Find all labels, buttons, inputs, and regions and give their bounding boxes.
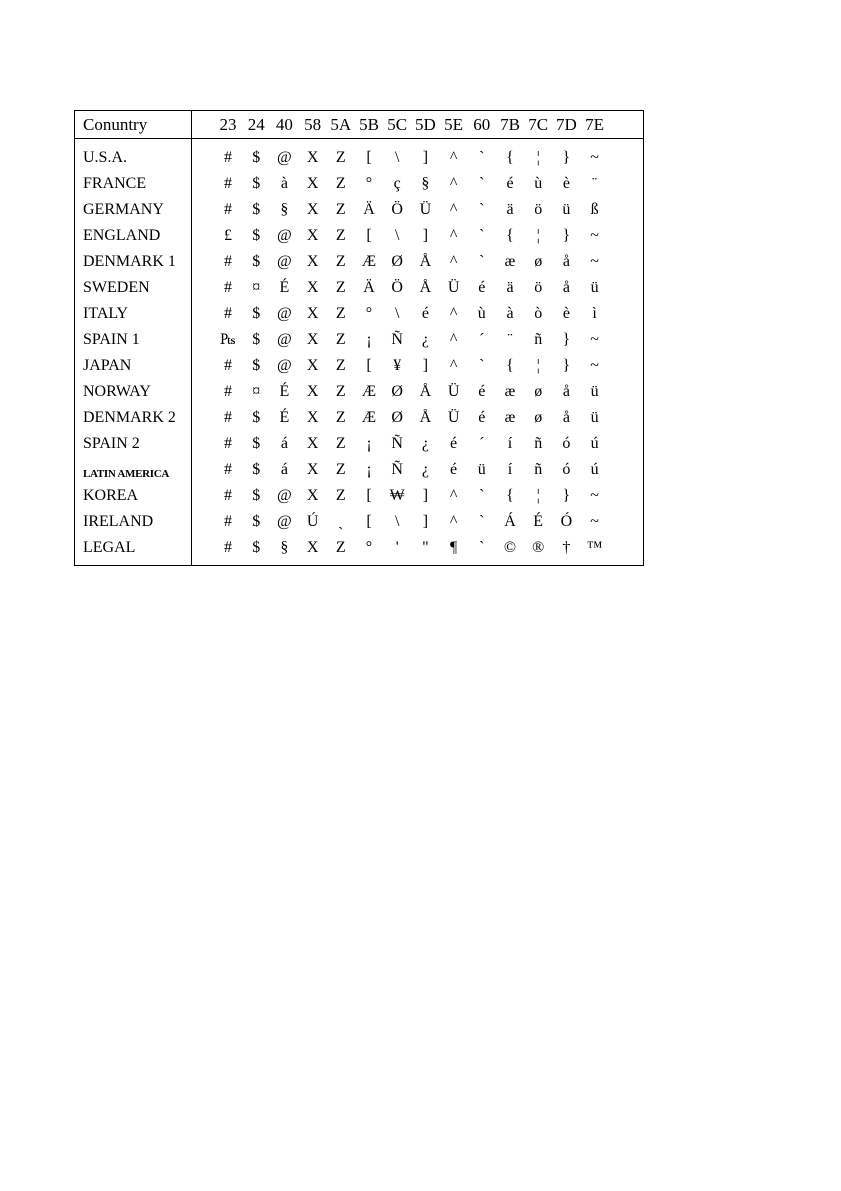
char-cell: ´ (479, 331, 485, 348)
char-cell: $ (252, 487, 261, 504)
code-header: 7C (528, 115, 549, 134)
code-header: 24 (247, 115, 265, 134)
char-cell: ø (534, 253, 543, 270)
country-name: IRELAND (83, 513, 154, 530)
char-cell: # (224, 383, 232, 400)
char-cell: \ (394, 513, 400, 530)
char-cell: ^ (449, 149, 458, 166)
table-row (75, 379, 643, 405)
char-cell: é (478, 383, 486, 400)
char-cell: Ü (447, 383, 460, 400)
table-row (75, 249, 643, 275)
char-cell: Å (419, 409, 432, 426)
char-cell: } (562, 227, 571, 244)
char-cell: ü (590, 409, 599, 426)
char-cell: ` (479, 357, 485, 374)
char-cell: ` (479, 513, 485, 530)
char-cell: $ (252, 513, 261, 530)
char-cell: ^ (449, 201, 458, 218)
international-charset-table (74, 110, 644, 566)
char-cell: Z (335, 331, 346, 348)
char-cell: ~ (590, 513, 599, 530)
char-cell: X (306, 331, 319, 348)
char-cell: ] (422, 227, 429, 244)
char-cell: ] (422, 357, 429, 374)
char-cell: ó (562, 435, 571, 452)
char-cell: § (280, 539, 289, 556)
char-cell: " (422, 539, 429, 556)
char-cell: ` (479, 253, 485, 270)
char-cell: å (562, 383, 570, 400)
char-cell: Æ (361, 383, 377, 400)
char-cell: æ (504, 409, 516, 426)
table-row (75, 509, 643, 535)
char-cell: { (506, 149, 514, 166)
char-cell: ç (393, 175, 401, 192)
country-name: SWEDEN (83, 279, 150, 296)
char-cell: X (306, 253, 319, 270)
char-cell: É (279, 279, 290, 296)
char-cell: # (224, 513, 232, 530)
char-cell: ¶ (449, 539, 458, 556)
char-cell: Z (335, 175, 346, 192)
char-cell: Ñ (391, 435, 403, 452)
char-cell: } (562, 487, 571, 504)
char-cell: $ (252, 435, 261, 452)
char-cell: ü (590, 279, 599, 296)
char-cell: X (306, 357, 319, 374)
char-cell: X (306, 175, 319, 192)
char-cell: ä (506, 279, 514, 296)
char-cell: Ö (391, 279, 403, 296)
char-cell: é (421, 305, 429, 322)
char-cell: è (562, 175, 570, 192)
char-cell: ^ (449, 487, 458, 504)
char-cell: Å (419, 279, 432, 296)
char-cell: # (224, 357, 232, 374)
char-cell: X (306, 383, 319, 400)
char-cell: # (224, 539, 232, 556)
table-row (75, 301, 643, 327)
char-cell: ] (422, 487, 429, 504)
char-cell: ` (479, 201, 485, 218)
country-name: ITALY (83, 305, 129, 322)
char-cell: ~ (590, 357, 599, 374)
char-cell: X (306, 487, 319, 504)
char-cell: X (306, 279, 319, 296)
char-cell: á (280, 461, 288, 478)
char-cell: $ (252, 331, 261, 348)
char-cell: ₧ (220, 331, 236, 348)
char-cell: § (421, 175, 430, 192)
char-cell: ° (365, 539, 373, 556)
code-header: 5D (415, 115, 436, 134)
char-cell: Ú (306, 513, 319, 530)
char-cell: à (280, 175, 288, 192)
char-cell: X (306, 461, 319, 478)
char-cell: ^ (449, 305, 458, 322)
char-cell: @ (277, 357, 292, 374)
char-cell: @ (277, 331, 292, 348)
char-cell: Z (335, 383, 346, 400)
char-cell: Z (335, 461, 346, 478)
char-cell: ^ (449, 253, 458, 270)
char-cell: $ (252, 149, 261, 166)
char-cell: © (503, 539, 517, 556)
char-cell: ~ (590, 331, 599, 348)
char-cell: X (306, 149, 319, 166)
char-cell: ú (590, 435, 599, 452)
char-cell: X (306, 227, 319, 244)
char-cell: @ (277, 227, 292, 244)
char-cell: ¦ (536, 227, 540, 244)
country-name: KOREA (83, 487, 139, 504)
table-header-row (75, 111, 643, 139)
char-cell: ö (534, 201, 543, 218)
char-cell: Z (335, 487, 346, 504)
char-cell: ü (590, 383, 599, 400)
char-cell: ù (534, 175, 543, 192)
char-cell: } (562, 357, 571, 374)
char-cell: ` (479, 175, 485, 192)
char-cell: [ (366, 149, 372, 166)
char-cell: ñ (534, 331, 543, 348)
char-cell: Ä (363, 279, 375, 296)
char-cell: å (562, 253, 570, 270)
table-row (75, 275, 643, 301)
char-cell: ì (592, 305, 597, 322)
char-cell: ú (590, 461, 599, 478)
country-name: FRANCE (83, 175, 147, 192)
code-header: 58 (304, 115, 322, 134)
char-cell: ^ (449, 331, 458, 348)
code-header: 60 (473, 115, 491, 134)
country-name: SPAIN 1 (83, 331, 140, 348)
char-cell: [ (366, 357, 372, 374)
char-cell: ^ (449, 513, 458, 530)
char-cell: ø (534, 383, 543, 400)
char-cell: ^ (449, 357, 458, 374)
char-cell: ` (479, 539, 485, 556)
char-cell: Å (419, 383, 432, 400)
country-name: GERMANY (83, 201, 164, 218)
char-cell: $ (252, 305, 261, 322)
char-cell: \ (394, 305, 400, 322)
char-cell: # (224, 409, 232, 426)
char-cell: Ä (363, 201, 375, 218)
char-cell: $ (252, 461, 261, 478)
char-cell: ¿ (421, 461, 429, 478)
char-cell: ñ (534, 435, 543, 452)
code-header: 5E (444, 115, 464, 134)
char-cell: ¡ (366, 435, 372, 452)
char-cell: $ (252, 357, 261, 374)
char-cell: ñ (534, 461, 543, 478)
code-header: 23 (219, 115, 237, 134)
char-cell: X (306, 435, 319, 452)
char-cell: å (562, 279, 570, 296)
char-cell: à (506, 305, 514, 322)
char-cell: é (478, 409, 486, 426)
code-header: 7B (500, 115, 520, 134)
country-name: JAPAN (83, 357, 132, 374)
char-cell: è (562, 305, 570, 322)
char-cell: $ (252, 201, 261, 218)
char-cell: $ (252, 253, 261, 270)
char-cell: ¿ (421, 331, 429, 348)
char-cell: ° (365, 305, 373, 322)
char-cell: ~ (590, 487, 599, 504)
char-cell: Ö (391, 201, 403, 218)
char-cell: \ (394, 227, 400, 244)
code-header: 5A (330, 115, 352, 134)
char-cell: Ó (560, 513, 573, 530)
char-cell: Ü (447, 409, 460, 426)
char-cell: # (224, 201, 232, 218)
char-cell: é (450, 461, 458, 478)
char-cell: ¨ (507, 331, 513, 348)
char-cell: # (224, 487, 232, 504)
char-cell: Z (335, 435, 346, 452)
char-cell: # (224, 253, 232, 270)
char-cell: ò (534, 305, 543, 322)
char-cell: é (450, 435, 458, 452)
char-cell: Z (335, 409, 346, 426)
char-cell: ¿ (421, 435, 429, 452)
code-header: 5C (387, 115, 408, 134)
char-cell: ] (422, 513, 429, 530)
country-name: DENMARK 2 (83, 409, 176, 426)
table-row (75, 535, 643, 561)
char-cell: É (279, 409, 290, 426)
char-cell: ü (562, 201, 571, 218)
char-cell: Z (335, 357, 346, 374)
char-cell: ¤ (252, 383, 261, 400)
char-cell: } (562, 149, 571, 166)
char-cell: Ø (391, 253, 403, 270)
char-cell: Ø (391, 383, 403, 400)
country-name: ENGLAND (83, 227, 161, 244)
country-name: NORWAY (83, 383, 151, 400)
char-cell: [ (366, 227, 372, 244)
char-cell: Z (335, 201, 346, 218)
char-cell: ~ (590, 149, 599, 166)
char-cell: Æ (361, 253, 377, 270)
char-cell: Á (504, 513, 516, 530)
char-cell: ¥ (393, 357, 402, 374)
char-cell: ₩ (389, 487, 405, 504)
char-cell: í (507, 435, 513, 452)
country-name: DENMARK 1 (83, 253, 176, 270)
char-cell: { (506, 357, 514, 374)
char-cell: ¦ (536, 487, 540, 504)
code-header: 7E (585, 115, 605, 134)
char-cell: @ (277, 513, 292, 530)
char-cell: $ (252, 175, 261, 192)
table-row (75, 405, 643, 431)
char-cell: Ñ (391, 331, 403, 348)
char-cell: ] (422, 149, 429, 166)
char-cell: ß (590, 201, 599, 218)
char-cell: ® (532, 539, 545, 556)
code-header: 5B (359, 115, 379, 134)
char-cell: $ (252, 539, 261, 556)
char-cell: ü (477, 461, 486, 478)
char-cell: X (306, 409, 319, 426)
char-cell: X (306, 305, 319, 322)
char-cell: ` (479, 487, 485, 504)
char-cell: ¤ (252, 279, 261, 296)
char-cell: # (224, 279, 232, 296)
code-header: 7D (556, 115, 577, 134)
table-row (75, 171, 643, 197)
char-cell: # (224, 175, 232, 192)
char-cell: Z (335, 279, 346, 296)
country-name: LEGAL (83, 539, 136, 556)
country-name: LATIN AMERICA (83, 468, 170, 480)
char-cell: æ (504, 253, 516, 270)
char-cell: X (306, 201, 319, 218)
char-cell: ' (395, 539, 399, 556)
table-row (75, 483, 643, 509)
char-cell: Ü (447, 279, 460, 296)
char-cell: Z (335, 305, 346, 322)
table-row (75, 145, 643, 171)
char-cell: { (506, 227, 514, 244)
char-cell: é (478, 279, 486, 296)
char-cell: @ (277, 305, 292, 322)
char-cell: É (279, 383, 290, 400)
table-row (75, 457, 643, 483)
country-name: SPAIN 2 (83, 435, 140, 452)
table-row (75, 353, 643, 379)
char-cell: # (224, 461, 232, 478)
char-cell: ` (479, 149, 485, 166)
char-cell: Z (335, 253, 346, 270)
char-cell: æ (504, 383, 516, 400)
char-cell: ¡ (366, 331, 372, 348)
char-cell: [ (366, 513, 372, 530)
char-cell: \ (394, 149, 400, 166)
char-cell: Å (419, 253, 432, 270)
char-cell: § (280, 201, 289, 218)
char-cell: ^ (449, 175, 458, 192)
char-cell: Ø (391, 409, 403, 426)
char-cell: X (306, 539, 319, 556)
char-cell: ø (534, 409, 543, 426)
char-cell: ™ (586, 539, 603, 556)
char-cell: Æ (361, 409, 377, 426)
char-cell: Z (335, 539, 346, 556)
char-cell: { (506, 487, 514, 504)
char-cell: É (533, 513, 544, 530)
char-cell: á (280, 435, 288, 452)
char-cell: [ (366, 487, 372, 504)
char-cell: # (224, 305, 232, 322)
country-column-header: Conuntry (83, 115, 148, 134)
char-cell: £ (224, 227, 232, 244)
table-row (75, 197, 643, 223)
char-cell: @ (277, 149, 292, 166)
char-cell: # (224, 149, 232, 166)
char-cell: ¦ (536, 149, 540, 166)
char-cell: $ (252, 227, 261, 244)
char-cell: ¡ (366, 461, 372, 478)
char-cell: † (562, 539, 571, 556)
char-cell: # (224, 435, 232, 452)
table-row (75, 431, 643, 457)
char-cell: } (562, 331, 571, 348)
char-cell: ´ (479, 435, 485, 452)
char-cell: Z (335, 149, 346, 166)
code-header: 40 (275, 115, 293, 134)
table-row (75, 223, 643, 249)
char-cell: Ñ (391, 461, 403, 478)
char-cell: ¦ (536, 357, 540, 374)
char-cell: ~ (590, 253, 599, 270)
char-cell: ¨ (591, 175, 598, 192)
char-cell: ˏ (338, 513, 344, 530)
char-cell: Z (335, 227, 346, 244)
char-cell: Ü (419, 201, 432, 218)
char-cell: ° (365, 175, 373, 192)
country-name: U.S.A. (83, 149, 128, 166)
char-cell: ó (562, 461, 571, 478)
char-cell: $ (252, 409, 261, 426)
char-cell: @ (277, 253, 292, 270)
char-cell: ù (477, 305, 486, 322)
char-cell: ^ (449, 227, 458, 244)
char-cell: @ (277, 487, 292, 504)
char-cell: ö (534, 279, 543, 296)
char-cell: å (562, 409, 570, 426)
char-cell: ` (479, 227, 485, 244)
char-cell: é (506, 175, 514, 192)
char-cell: í (507, 461, 513, 478)
table-row (75, 327, 643, 353)
char-cell: ä (506, 201, 514, 218)
char-cell: ~ (590, 227, 599, 244)
